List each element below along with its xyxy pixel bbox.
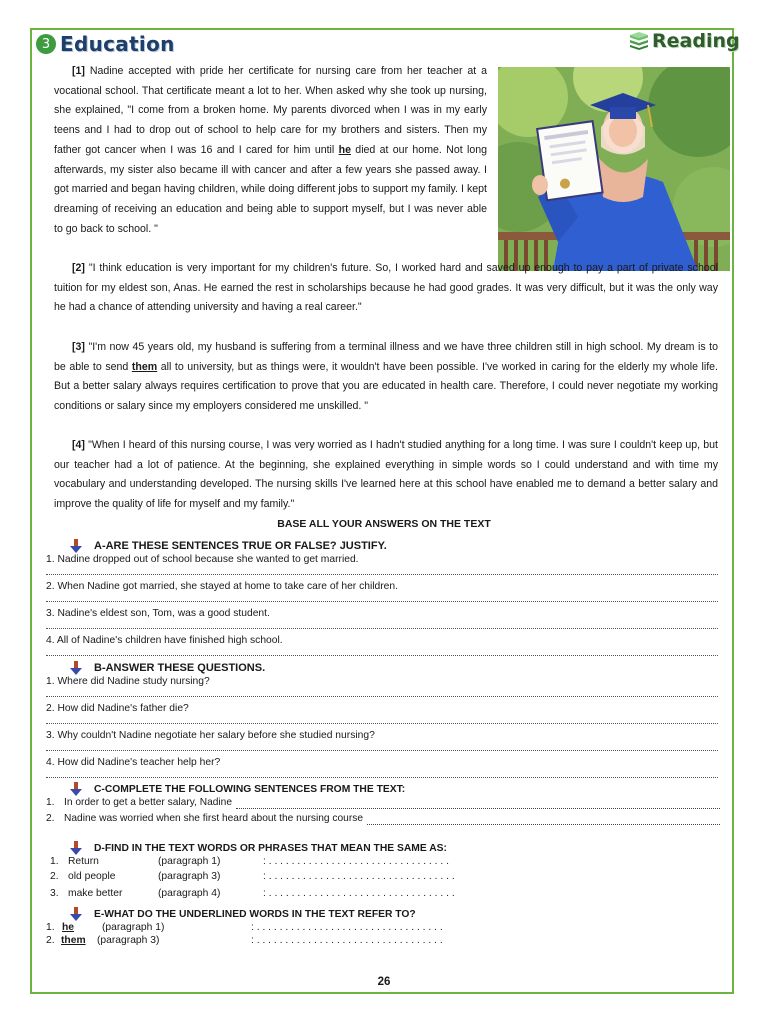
exercise-a-heading bbox=[70, 539, 387, 553]
item-number: 2. bbox=[46, 935, 55, 946]
question-item: 4. How did Nadine's teacher help her? bbox=[46, 757, 221, 768]
number-circle-icon: 3 bbox=[36, 34, 56, 54]
answer-blank[interactable]: : . . . . . . . . . . . . . . . . . . . . . . . . . . . . . . . . . bbox=[263, 888, 455, 899]
exercise-title: D-FIND IN THE TEXT WORDS OR PHRASES THAT MEAN THE SAME AS: bbox=[94, 842, 447, 854]
vocab-word: make better bbox=[68, 888, 123, 899]
answer-line[interactable] bbox=[46, 601, 718, 602]
complete-item[interactable] bbox=[46, 813, 720, 825]
question-item: 3. Why couldn't Nadine negotiate her salary before she studied nursing? bbox=[46, 730, 375, 741]
item-number: 2. bbox=[46, 813, 55, 824]
question-item: 3. Nadine's eldest son, Tom, was a good student. bbox=[46, 608, 270, 619]
vocab-word: old people bbox=[68, 871, 116, 882]
item-number: 2. bbox=[50, 871, 59, 882]
vocab-word: Return bbox=[68, 856, 99, 867]
question-item: 2. How did Nadine's father die? bbox=[46, 703, 189, 714]
item-number: 1. bbox=[46, 797, 55, 808]
paragraph-ref: (paragraph 3) bbox=[97, 935, 160, 946]
answer-line[interactable] bbox=[46, 723, 718, 724]
item-number: 1. bbox=[50, 856, 59, 867]
question-item: 1. Nadine dropped out of school because she wanted to get married. bbox=[46, 554, 359, 565]
paragraph-2 bbox=[54, 259, 718, 318]
answer-line[interactable] bbox=[46, 574, 718, 575]
item-text: Nadine was worried when she first heard about the nursing course bbox=[64, 813, 363, 824]
underlined-word-them: them bbox=[131, 360, 158, 373]
unit-title: Education bbox=[60, 32, 175, 56]
paragraph-ref: (paragraph 3) bbox=[158, 871, 221, 882]
exercise-title: C-COMPLETE THE FOLLOWING SENTENCES FROM THE TEXT: bbox=[94, 783, 406, 795]
paragraph-text: "I'm now 45 years old, my husband is suffering from a terminal illness and we have three children still in high school. My dream is to be able to send bbox=[54, 341, 718, 373]
answer-blank[interactable]: : . . . . . . . . . . . . . . . . . . . . . . . . . . . . . . . . . bbox=[251, 922, 443, 933]
exercise-title: A-ARE THESE SENTENCES TRUE OR FALSE? JUSTIFY. bbox=[94, 540, 387, 552]
complete-item[interactable] bbox=[46, 797, 720, 809]
down-arrow-icon bbox=[70, 907, 82, 921]
section-title: Reading bbox=[652, 30, 740, 52]
answer-line[interactable] bbox=[46, 655, 718, 656]
paragraph-4 bbox=[54, 436, 718, 515]
item-number: 1. bbox=[46, 922, 55, 933]
answer-line[interactable] bbox=[367, 813, 720, 825]
exercise-c-heading bbox=[70, 782, 405, 796]
exercise-e-heading bbox=[70, 907, 416, 921]
answer-line[interactable] bbox=[46, 750, 718, 751]
down-arrow-icon bbox=[70, 782, 82, 796]
down-arrow-icon bbox=[70, 841, 82, 855]
paragraph-ref: (paragraph 4) bbox=[158, 888, 221, 899]
item-number: 3. bbox=[50, 888, 59, 899]
paragraph-ref: (paragraph 1) bbox=[158, 856, 221, 867]
answer-blank[interactable]: : . . . . . . . . . . . . . . . . . . . . . . . . . . . . . . . . . bbox=[263, 871, 455, 882]
paragraph-number: [3] bbox=[72, 341, 85, 353]
paragraph-1 bbox=[54, 62, 487, 239]
exercise-title: B-ANSWER THESE QUESTIONS. bbox=[94, 662, 266, 674]
answer-line[interactable] bbox=[46, 777, 718, 778]
question-item: 1. Where did Nadine study nursing? bbox=[46, 676, 210, 687]
underlined-word: them bbox=[61, 935, 86, 946]
paragraph-number: [1] bbox=[72, 65, 85, 77]
underlined-word: he bbox=[62, 922, 75, 933]
item-text: In order to get a better salary, Nadine bbox=[64, 797, 232, 808]
paragraph-text: all to university, but as things were, it wouldn't have been possible. I've worked in caring for the elderly my whole life. But a better salary always requires certification to prove that you are educated in health care. Therefore, I could never negotiate my working conditions or salary since my employers considered me unskilled. " bbox=[54, 360, 718, 413]
paragraph-ref: (paragraph 1) bbox=[102, 922, 165, 933]
paragraph-number: [2] bbox=[72, 262, 85, 274]
answer-blank[interactable]: : . . . . . . . . . . . . . . . . . . . . . . . . . . . . . . . . . bbox=[251, 935, 443, 946]
page-number: 26 bbox=[377, 976, 391, 988]
answer-line[interactable] bbox=[46, 628, 718, 629]
answer-line[interactable] bbox=[46, 696, 718, 697]
answer-blank[interactable]: : . . . . . . . . . . . . . . . . . . . . . . . . . . . . . . . . bbox=[263, 856, 449, 867]
exercise-b-heading bbox=[70, 661, 265, 675]
section-header bbox=[628, 30, 740, 52]
graduate-photo bbox=[498, 67, 730, 271]
book-stack-icon bbox=[628, 31, 650, 51]
exercise-title: E-WHAT DO THE UNDERLINED WORDS IN THE TEXT REFER TO? bbox=[94, 908, 416, 920]
answer-line[interactable] bbox=[236, 797, 720, 809]
paragraph-number: [4] bbox=[72, 439, 85, 451]
paragraph-text: "I think education is very important for my children's future. So, I worked hard and saved up enough to pay a part of private school tuition for my eldest son, Anas. He earned the rest in scholarships because he had good grades. It was very difficult, but it was the only way he had a chance of attending university and having a real career." bbox=[54, 262, 718, 314]
paragraph-3 bbox=[54, 338, 718, 417]
paragraph-text: "When I heard of this nursing course, I was very worried as I hadn't studied anything for a long time. I was sure I couldn't keep up, but our teacher had a lot of patience. At the beginning, she explained everything in simple words so I could understand and with time my vocabulary and understanding developed. The nursing skills I've learned here at this school have enabled me to demand a better salary and improve the quality of life for myself and my family." bbox=[54, 439, 718, 511]
paragraph-text: Nadine accepted with pride her certificate for nursing care from her teacher at a vocational school. That certificate meant a lot to her. When asked why she took up nursing, she explained, "I come from a broken home. My parents divorced when I was in my early teens and I had to drop out of school to help care for my brothers and sisters. Then my father got cancer when I was 16 and I cared for him until bbox=[54, 65, 487, 156]
question-item: 4. All of Nadine's children have finished high school. bbox=[46, 635, 283, 646]
question-item: 2. When Nadine got married, she stayed at home to take care of her children. bbox=[46, 581, 398, 592]
exercise-d-heading bbox=[70, 841, 447, 855]
paragraph-text: died at our home. Not long afterwards, my sister also became ill with cancer and after a few years she passed away. I got married and began having children, while doing different jobs to support my family. I kept dreaming of receiving an education and being able to support myself, but I was never able to go back to school. " bbox=[54, 143, 488, 235]
underlined-word-he: he bbox=[338, 143, 351, 156]
unit-header bbox=[36, 32, 175, 56]
instruction-note: BASE ALL YOUR ANSWERS ON THE TEXT bbox=[277, 518, 491, 530]
down-arrow-icon bbox=[70, 661, 82, 675]
down-arrow-icon bbox=[70, 539, 82, 553]
